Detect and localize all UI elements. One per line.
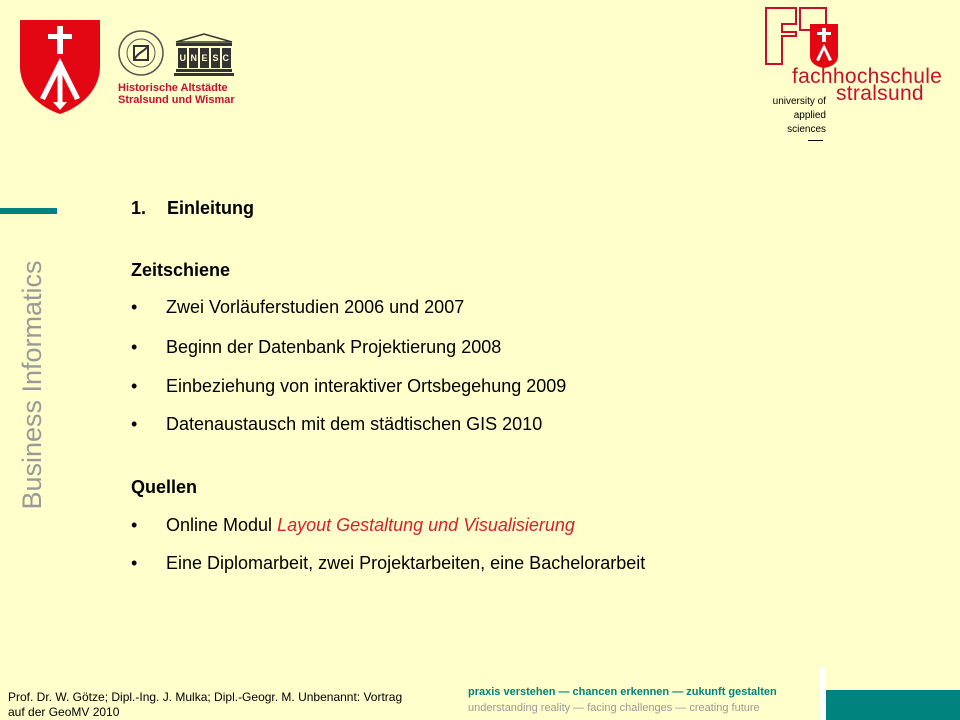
module-link[interactable]: Layout Gestaltung und Visualisierung: [277, 515, 575, 535]
svg-text:S: S: [212, 53, 219, 63]
sources-item: [166, 514, 575, 536]
bullet-glyph: •: [131, 376, 138, 396]
stralsund-coat-of-arms-icon: [18, 18, 102, 116]
institution-name-line1: fachhochschule: [792, 65, 943, 88]
institution-name-line2: stralsund: [836, 82, 924, 105]
svg-text:U: U: [179, 53, 186, 63]
tagline-line3: sciences: [787, 124, 826, 135]
section-heading: [131, 197, 254, 219]
svg-text:E: E: [201, 53, 208, 63]
sidebar-label: Business Informatics: [17, 260, 47, 510]
tagline-divider: [808, 140, 823, 141]
timeline-item: Zwei Vorläuferstudien 2006 und 2007: [166, 297, 465, 317]
svg-text:C: C: [222, 53, 229, 63]
sources-item-prefix: Online Modul: [166, 515, 278, 535]
accent-bar: [0, 208, 57, 214]
sources-item: Eine Diplomarbeit, zwei Projektarbeiten, eine Bachelorarbeit: [166, 553, 646, 573]
heritage-caption-line2: Stralsund und Wismar: [118, 94, 235, 106]
tagline-line1: university of: [772, 96, 826, 107]
bullet-glyph: •: [131, 297, 138, 317]
footer-accent-block: [826, 690, 960, 720]
bullet-glyph: •: [131, 515, 138, 535]
section-number: 1.: [131, 198, 147, 218]
fh-stralsund-logo-icon: [762, 6, 842, 68]
bullet-glyph: •: [131, 337, 138, 357]
timeline-item: Einbeziehung von interaktiver Ortsbegehung 2009: [166, 376, 567, 396]
footer-credit: Prof. Dr. W. Götze; Dipl.-Ing. J. Mulka; Dipl.-Geogr. M. Unbenannt: Vortrag auf der GeoMV 2010: [8, 690, 403, 719]
motto-german: praxis verstehen — chancen erkennen — zukunft gestalten: [468, 686, 777, 698]
svg-text:N: N: [190, 53, 197, 63]
bullet-glyph: •: [131, 414, 138, 434]
section-title: Einleitung: [167, 198, 254, 218]
sources-heading: Quellen: [131, 477, 198, 497]
timeline-heading: Zeitschiene: [131, 260, 231, 280]
tagline-line2: applied: [793, 110, 826, 121]
motto-english: understanding reality — facing challenges — creating future: [468, 702, 760, 714]
institution-tagline: [722, 95, 826, 137]
bullet-glyph: •: [131, 553, 138, 573]
heritage-caption: [118, 82, 235, 106]
timeline-item: Datenaustausch mit dem städtischen GIS 2010: [166, 414, 543, 434]
heritage-caption-line1: Historische Altstädte: [118, 82, 228, 94]
timeline-item: Beginn der Datenbank Projektierung 2008: [166, 337, 502, 357]
